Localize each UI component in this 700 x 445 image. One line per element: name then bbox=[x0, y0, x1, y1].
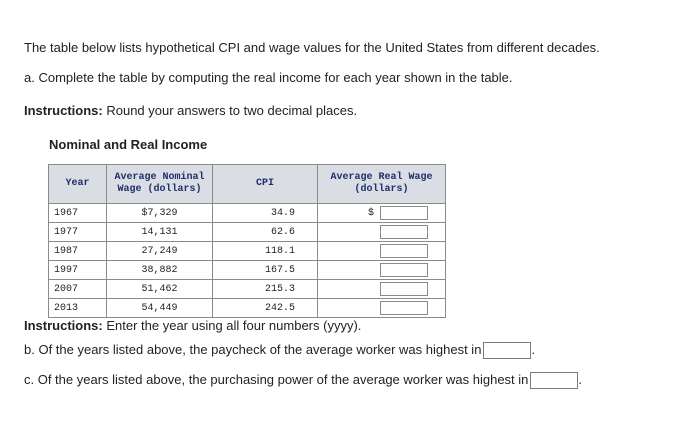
year-cell: 1987 bbox=[49, 242, 107, 261]
cpi-cell: 167.5 bbox=[213, 261, 318, 280]
table-row bbox=[49, 204, 446, 223]
table-header-row bbox=[49, 165, 446, 204]
header-real-line1: Average Real Wage bbox=[330, 172, 433, 183]
cpi-cell: 118.1 bbox=[213, 242, 318, 261]
intro-text: The table below lists hypothetical CPI and wage values for the United States from different decades. bbox=[24, 40, 600, 55]
real-wage-input-2007[interactable] bbox=[380, 282, 428, 296]
header-real-wage bbox=[318, 165, 446, 204]
real-wage-input-1967[interactable] bbox=[380, 206, 428, 220]
real-wage-cell bbox=[318, 280, 446, 299]
table-row bbox=[49, 223, 446, 242]
period: . bbox=[531, 342, 536, 357]
nominal-wage-cell: 27,249 bbox=[107, 242, 213, 261]
header-real-line2: (dollars) bbox=[354, 184, 409, 195]
table-row bbox=[49, 299, 446, 318]
header-cpi: CPI bbox=[213, 165, 318, 204]
instructions-label: Instructions: bbox=[24, 318, 103, 333]
instructions-label: Instructions: bbox=[24, 103, 103, 118]
instructions-text: Enter the year using all four numbers (yyyy). bbox=[102, 318, 362, 333]
year-cell: 2013 bbox=[49, 299, 107, 318]
instructions-rounding bbox=[24, 103, 357, 118]
nominal-wage-cell: $7,329 bbox=[107, 204, 213, 223]
part-c-question bbox=[24, 372, 582, 389]
part-a-text: a. Complete the table by computing the real income for each year shown in the table. bbox=[24, 70, 513, 85]
real-wage-cell bbox=[318, 299, 446, 318]
dollar-sign: $ bbox=[368, 207, 375, 219]
instructions-year-format bbox=[24, 318, 361, 333]
header-nominal-wage bbox=[107, 165, 213, 204]
nominal-wage-cell: 54,449 bbox=[107, 299, 213, 318]
table-row bbox=[49, 261, 446, 280]
real-wage-cell bbox=[318, 204, 446, 223]
header-year: Year bbox=[49, 165, 107, 204]
cpi-cell: 215.3 bbox=[213, 280, 318, 299]
real-wage-cell bbox=[318, 223, 446, 242]
real-wage-input-1977[interactable] bbox=[380, 225, 428, 239]
paycheck-year-input[interactable] bbox=[483, 342, 531, 359]
year-cell: 1977 bbox=[49, 223, 107, 242]
instructions-text: Round your answers to two decimal places. bbox=[102, 103, 358, 118]
table-title: Nominal and Real Income bbox=[49, 137, 208, 152]
income-table bbox=[48, 164, 446, 318]
part-b-text: b. Of the years listed above, the paycheck of the average worker was highest in bbox=[24, 342, 482, 357]
cpi-cell: 34.9 bbox=[213, 204, 318, 223]
cpi-cell: 242.5 bbox=[213, 299, 318, 318]
cpi-cell: 62.6 bbox=[213, 223, 318, 242]
real-wage-input-1997[interactable] bbox=[380, 263, 428, 277]
header-nominal-line1: Average Nominal bbox=[114, 172, 205, 183]
real-wage-cell bbox=[318, 261, 446, 280]
part-c-text: c. Of the years listed above, the purchasing power of the average worker was highest in bbox=[24, 372, 529, 387]
year-cell: 1967 bbox=[49, 204, 107, 223]
year-cell: 2007 bbox=[49, 280, 107, 299]
table-row bbox=[49, 242, 446, 261]
period: . bbox=[578, 372, 583, 387]
nominal-wage-cell: 14,131 bbox=[107, 223, 213, 242]
nominal-wage-cell: 51,462 bbox=[107, 280, 213, 299]
part-b-question bbox=[24, 342, 535, 359]
header-nominal-line2: Wage (dollars) bbox=[117, 184, 202, 195]
purchasing-power-year-input[interactable] bbox=[530, 372, 578, 389]
real-wage-input-2013[interactable] bbox=[380, 301, 428, 315]
real-wage-cell bbox=[318, 242, 446, 261]
year-cell: 1997 bbox=[49, 261, 107, 280]
real-wage-input-1987[interactable] bbox=[380, 244, 428, 258]
table-row bbox=[49, 280, 446, 299]
nominal-wage-cell: 38,882 bbox=[107, 261, 213, 280]
